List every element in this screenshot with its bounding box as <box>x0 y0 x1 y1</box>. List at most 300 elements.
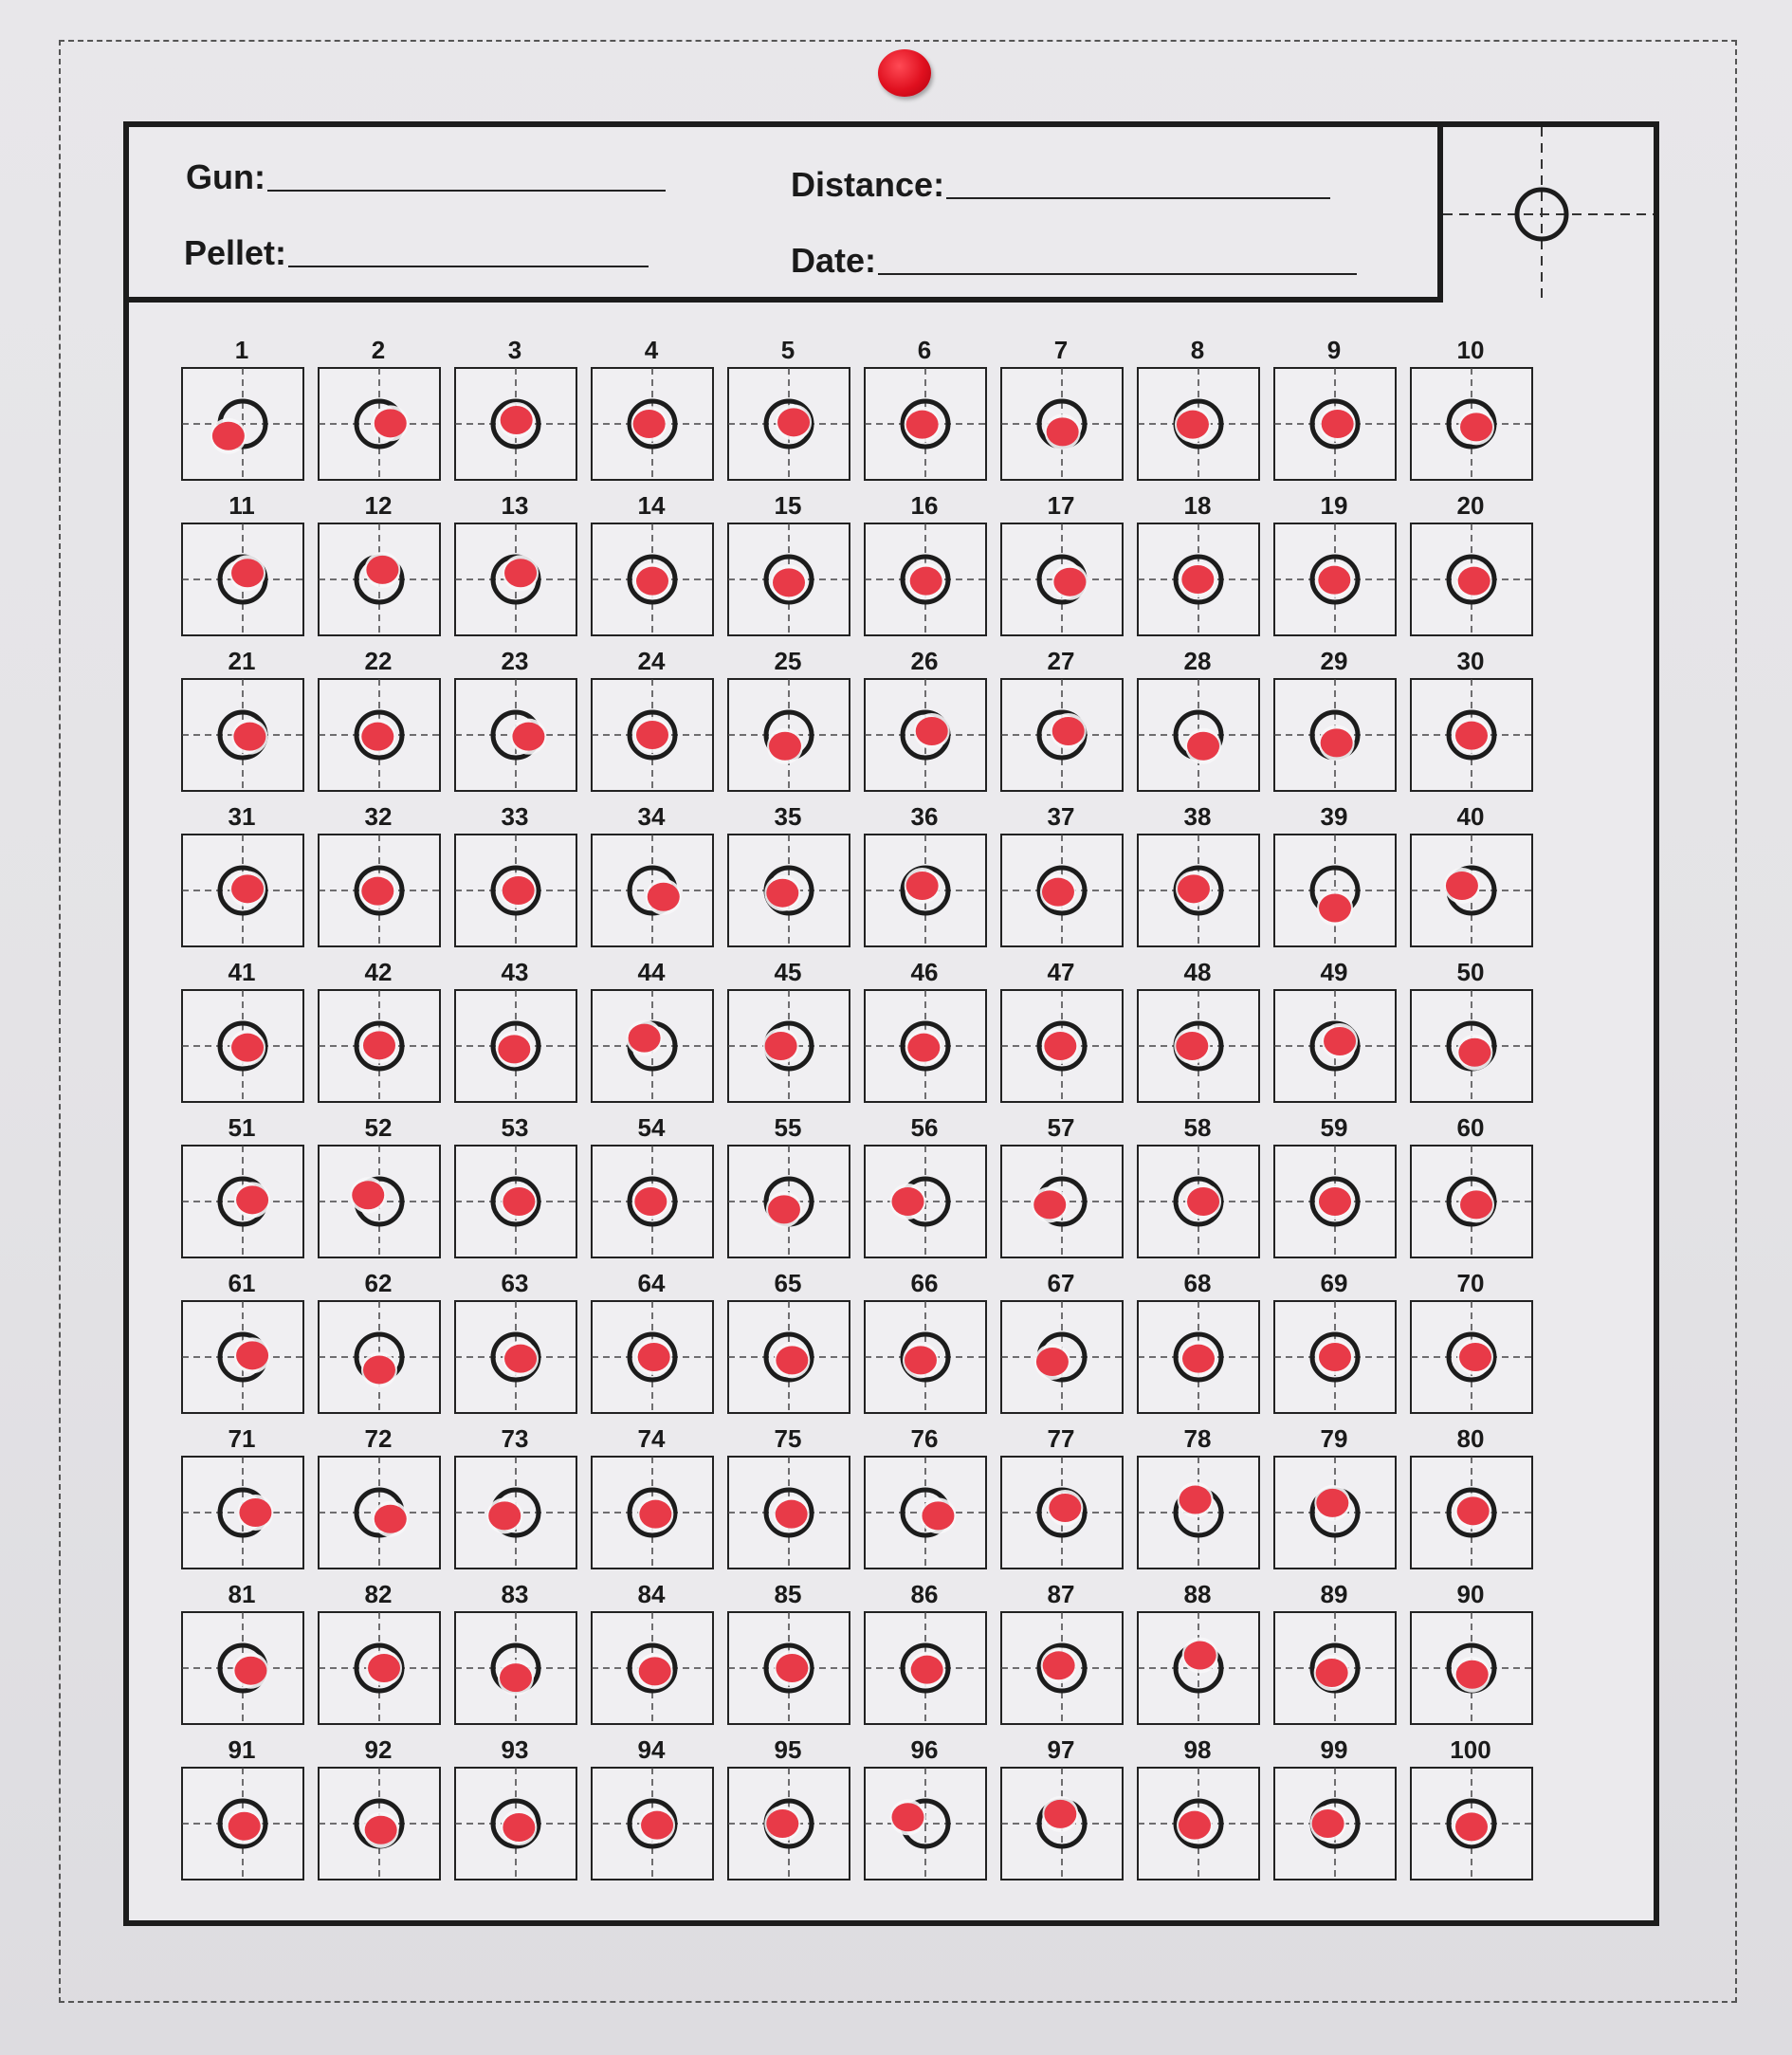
target-card <box>1409 1735 1532 1878</box>
pellet-hole <box>1187 1187 1219 1216</box>
target-number: 97 <box>1047 1735 1075 1764</box>
target-card <box>453 1580 576 1722</box>
target-number: 57 <box>1047 1113 1075 1142</box>
target-card <box>1409 647 1532 789</box>
target-crosshair-icon <box>863 1299 988 1415</box>
pellet-hole <box>1324 1027 1356 1055</box>
target-number: 27 <box>1047 647 1075 675</box>
target-crosshair-icon <box>1272 1299 1398 1415</box>
target-number: 78 <box>1183 1424 1212 1453</box>
target-crosshair-icon <box>180 1144 305 1259</box>
target-crosshair-icon <box>180 1455 305 1570</box>
target-number: 21 <box>228 647 256 675</box>
pellet-hole <box>363 1355 395 1384</box>
target-crosshair-icon <box>317 1455 442 1570</box>
target-card <box>1409 1113 1532 1256</box>
form-header <box>129 127 1443 303</box>
pellet-hole <box>1457 1496 1490 1525</box>
pellet-hole <box>1312 1809 1344 1838</box>
pellet-hole <box>504 1345 537 1373</box>
target-crosshair-icon <box>453 677 578 793</box>
target-card <box>726 1269 850 1411</box>
pellet-hole <box>1458 567 1490 596</box>
target-crosshair-icon <box>180 833 305 948</box>
target-crosshair-icon <box>999 677 1125 793</box>
pellet-hole <box>633 410 666 438</box>
target-card <box>1272 491 1396 633</box>
pellet-hole <box>236 1185 268 1214</box>
target-number: 16 <box>910 491 939 520</box>
target-number: 4 <box>644 336 659 364</box>
pellet-hole <box>504 559 537 587</box>
target-card <box>863 1269 986 1411</box>
target-card <box>999 1424 1123 1567</box>
target-card <box>317 1735 440 1878</box>
pellet-hole <box>648 883 680 911</box>
target-card <box>999 802 1123 945</box>
target-card <box>590 1269 713 1411</box>
target-card <box>180 1113 303 1256</box>
date-blank <box>878 272 1357 275</box>
target-number: 63 <box>501 1269 529 1297</box>
target-number: 49 <box>1320 958 1348 986</box>
pellet-hole <box>233 723 265 751</box>
pellet-hole <box>361 723 393 751</box>
target-number: 33 <box>501 802 529 831</box>
pellet-hole <box>1176 1032 1208 1060</box>
target-number: 51 <box>228 1113 256 1142</box>
target-card <box>180 647 303 789</box>
pellet-hole <box>639 1657 671 1685</box>
target-crosshair-icon <box>453 366 578 482</box>
target-crosshair-icon <box>999 1610 1125 1726</box>
target-crosshair-icon <box>1272 1610 1398 1726</box>
pellet-label: Pellet: <box>184 233 287 272</box>
sighter-target <box>1443 127 1654 303</box>
pellet-hole <box>906 411 939 439</box>
pellet-hole <box>916 717 948 745</box>
target-number: 56 <box>910 1113 939 1142</box>
target-card <box>317 1269 440 1411</box>
target-card <box>863 336 986 478</box>
target-number: 83 <box>501 1580 529 1608</box>
target-crosshair-icon <box>726 677 851 793</box>
date-field <box>791 241 1357 281</box>
target-number: 47 <box>1047 958 1075 986</box>
pellet-hole <box>503 1813 535 1842</box>
target-number: 44 <box>637 958 666 986</box>
pellet-hole <box>773 568 805 596</box>
target-number: 20 <box>1456 491 1485 520</box>
pellet-hole <box>777 408 810 436</box>
pellet-hole <box>641 1811 673 1840</box>
pellet-hole <box>365 1816 397 1844</box>
target-crosshair-icon <box>726 1144 851 1259</box>
target-number: 81 <box>228 1580 256 1608</box>
pellet-hole <box>911 1656 943 1684</box>
pellet-hole <box>1455 722 1488 750</box>
target-crosshair-icon <box>726 366 851 482</box>
pellet-hole <box>1459 1343 1491 1371</box>
target-card <box>453 647 576 789</box>
pellet-hole <box>234 1657 266 1685</box>
target-number: 46 <box>910 958 939 986</box>
pellet-hole <box>1460 413 1492 441</box>
target-crosshair-icon <box>1272 1766 1398 1881</box>
target-crosshair-icon <box>1409 1766 1534 1881</box>
target-card <box>1136 1269 1259 1411</box>
target-crosshair-icon <box>1136 833 1261 948</box>
target-crosshair-icon <box>863 522 988 637</box>
target-crosshair-icon <box>863 1144 988 1259</box>
target-number: 90 <box>1456 1580 1485 1608</box>
target-crosshair-icon <box>317 1144 442 1259</box>
pellet-hole <box>634 1187 667 1216</box>
target-number: 6 <box>917 336 932 364</box>
target-number: 5 <box>780 336 795 364</box>
target-crosshair-icon <box>1409 833 1534 948</box>
target-number: 2 <box>371 336 386 364</box>
target-number: 36 <box>910 802 939 831</box>
target-number: 87 <box>1047 1580 1075 1608</box>
pellet-hole <box>1322 410 1354 438</box>
target-card <box>863 1424 986 1567</box>
pellet-hole <box>1184 1642 1216 1670</box>
pellet-hole <box>1042 878 1074 907</box>
pellet-hole <box>892 1803 924 1831</box>
target-number: 40 <box>1456 802 1485 831</box>
target-crosshair-icon <box>1136 1455 1261 1570</box>
target-number: 3 <box>507 336 522 364</box>
pellet-hole <box>766 879 798 908</box>
target-crosshair-icon <box>453 522 578 637</box>
target-sheet <box>123 121 1659 1926</box>
target-number: 93 <box>501 1735 529 1764</box>
target-card <box>726 958 850 1100</box>
target-number: 38 <box>1183 802 1212 831</box>
target-crosshair-icon <box>863 988 988 1104</box>
pellet-hole <box>1177 411 1209 439</box>
target-crosshair-icon <box>317 366 442 482</box>
target-card <box>590 958 713 1100</box>
target-card <box>1136 958 1259 1100</box>
target-number: 67 <box>1047 1269 1075 1297</box>
target-number: 98 <box>1183 1735 1212 1764</box>
target-card <box>180 958 303 1100</box>
target-crosshair-icon <box>1409 366 1534 482</box>
pellet-blank <box>288 265 649 267</box>
target-crosshair-icon <box>999 366 1125 482</box>
target-number: 25 <box>774 647 802 675</box>
target-crosshair-icon <box>1272 522 1398 637</box>
target-crosshair-icon <box>999 988 1125 1104</box>
target-card <box>590 1424 713 1567</box>
target-crosshair-icon <box>726 833 851 948</box>
pellet-hole <box>1319 893 1351 922</box>
pellet-hole <box>1182 1345 1215 1373</box>
target-crosshair-icon <box>863 1766 988 1881</box>
pellet-hole <box>1049 1494 1081 1522</box>
target-crosshair-icon <box>317 1610 442 1726</box>
target-crosshair-icon <box>180 677 305 793</box>
target-number: 8 <box>1190 336 1205 364</box>
target-crosshair-icon <box>1272 988 1398 1104</box>
target-card <box>726 1424 850 1567</box>
target-card <box>863 802 986 945</box>
target-crosshair-icon <box>999 1299 1125 1415</box>
target-card <box>999 1113 1123 1256</box>
target-card <box>453 958 576 1100</box>
pellet-hole <box>1043 1651 1075 1679</box>
pellet-hole <box>1319 1343 1351 1371</box>
target-card <box>1409 491 1532 633</box>
target-crosshair-icon <box>726 988 851 1104</box>
pellet-hole <box>1187 732 1219 761</box>
pellet-hole <box>503 876 535 905</box>
target-number: 69 <box>1320 1269 1348 1297</box>
pellet-hole <box>766 1809 798 1838</box>
target-number: 53 <box>501 1113 529 1142</box>
target-number: 96 <box>910 1735 939 1764</box>
pellet-hole <box>1321 728 1353 757</box>
target-card <box>1136 491 1259 633</box>
target-crosshair-icon <box>590 522 715 637</box>
target-crosshair-icon <box>726 1766 851 1881</box>
target-card <box>590 1580 713 1722</box>
pellet-hole <box>1044 1800 1076 1828</box>
target-crosshair-icon <box>590 1299 715 1415</box>
target-crosshair-icon <box>1136 1610 1261 1726</box>
target-card <box>180 1424 303 1567</box>
target-crosshair-icon <box>590 1766 715 1881</box>
target-number: 61 <box>228 1269 256 1297</box>
pellet-hole <box>768 1195 800 1223</box>
target-crosshair-icon <box>590 677 715 793</box>
target-crosshair-icon <box>453 1610 578 1726</box>
pellet-hole <box>361 877 393 906</box>
pellet-hole <box>512 723 544 751</box>
target-card <box>1272 336 1396 478</box>
target-number: 50 <box>1456 958 1485 986</box>
target-crosshair-icon <box>1136 366 1261 482</box>
target-crosshair-icon <box>180 522 305 637</box>
target-card <box>1409 1269 1532 1411</box>
target-number: 7 <box>1053 336 1069 364</box>
target-crosshair-icon <box>1272 1144 1398 1259</box>
pellet-hole <box>239 1498 271 1527</box>
pellet-hole <box>639 1500 671 1529</box>
target-crosshair-icon <box>180 988 305 1104</box>
target-number: 82 <box>364 1580 393 1608</box>
target-card <box>726 491 850 633</box>
pellet-hole <box>765 1032 797 1060</box>
target-crosshair-icon <box>590 1610 715 1726</box>
pellet-hole <box>1036 1348 1069 1376</box>
target-card <box>999 958 1123 1100</box>
target-crosshair-icon <box>317 522 442 637</box>
target-card <box>317 958 440 1100</box>
target-number: 34 <box>637 802 666 831</box>
target-number: 60 <box>1456 1113 1485 1142</box>
pellet-hole <box>892 1187 924 1216</box>
target-crosshair-icon <box>453 1299 578 1415</box>
pellet-hole <box>776 1654 808 1682</box>
target-number: 76 <box>910 1424 939 1453</box>
target-card <box>180 491 303 633</box>
target-card <box>1272 958 1396 1100</box>
pellet-hole <box>1455 1812 1488 1841</box>
pellet-hole <box>1033 1190 1066 1219</box>
pellet-field <box>184 233 649 273</box>
target-number: 13 <box>501 491 529 520</box>
target-card <box>1272 647 1396 789</box>
target-number: 75 <box>774 1424 802 1453</box>
target-card <box>317 336 440 478</box>
target-crosshair-icon <box>863 833 988 948</box>
target-card <box>1272 1735 1396 1878</box>
target-number: 11 <box>229 491 255 520</box>
target-crosshair-icon <box>180 1766 305 1881</box>
target-card <box>317 1424 440 1567</box>
target-number: 91 <box>228 1735 256 1764</box>
target-card <box>1136 336 1259 478</box>
pellet-hole <box>1053 568 1086 596</box>
target-number: 19 <box>1320 491 1348 520</box>
target-card <box>726 647 850 789</box>
target-number: 45 <box>774 958 802 986</box>
target-crosshair-icon <box>999 1455 1125 1570</box>
pellet-hole <box>231 874 264 903</box>
target-card <box>999 1735 1123 1878</box>
target-crosshair-icon <box>863 1455 988 1570</box>
target-card <box>453 1735 576 1878</box>
target-number: 74 <box>637 1424 666 1453</box>
target-number: 12 <box>364 491 393 520</box>
target-crosshair-icon <box>1136 988 1261 1104</box>
target-crosshair-icon <box>1272 833 1398 948</box>
target-crosshair-icon <box>999 833 1125 948</box>
target-number: 30 <box>1456 647 1485 675</box>
target-number: 52 <box>364 1113 393 1142</box>
target-number: 59 <box>1320 1113 1348 1142</box>
target-crosshair-icon <box>863 677 988 793</box>
pellet-hole <box>231 1034 264 1062</box>
pellet-hole <box>922 1501 954 1530</box>
target-crosshair-icon <box>590 1144 715 1259</box>
target-card <box>180 802 303 945</box>
target-crosshair-icon <box>1272 677 1398 793</box>
target-card <box>863 647 986 789</box>
target-crosshair-icon <box>1136 1766 1261 1881</box>
target-crosshair-icon <box>180 366 305 482</box>
pellet-hole <box>907 1034 940 1062</box>
target-number: 9 <box>1326 336 1342 364</box>
pellet-hole <box>352 1181 384 1209</box>
target-card <box>1136 1113 1259 1256</box>
target-number: 66 <box>910 1269 939 1297</box>
pellet-hole <box>769 732 801 761</box>
target-number: 32 <box>364 802 393 831</box>
target-card <box>317 647 440 789</box>
target-card <box>1136 647 1259 789</box>
target-number: 17 <box>1047 491 1075 520</box>
target-number: 10 <box>1456 336 1485 364</box>
target-number: 72 <box>364 1424 393 1453</box>
pellet-hole <box>212 422 245 450</box>
target-card <box>863 958 986 1100</box>
pellet-hole <box>368 1654 400 1682</box>
target-card <box>590 1735 713 1878</box>
target-number: 31 <box>228 802 256 831</box>
target-card <box>1272 802 1396 945</box>
target-number: 41 <box>228 958 256 986</box>
target-card <box>453 336 576 478</box>
target-card <box>453 1269 576 1411</box>
target-number: 35 <box>774 802 802 831</box>
pellet-hole <box>231 559 264 587</box>
pellet-hole <box>776 1346 808 1374</box>
gun-label: Gun: <box>186 157 265 196</box>
target-crosshair-icon <box>590 366 715 482</box>
target-number: 68 <box>1183 1269 1212 1297</box>
date-label: Date: <box>791 241 877 280</box>
pellet-hole <box>236 1341 268 1369</box>
pellet-hole <box>366 556 398 584</box>
target-card <box>863 1735 986 1878</box>
target-crosshair-icon <box>1409 988 1534 1104</box>
target-card <box>999 336 1123 478</box>
target-number: 79 <box>1320 1424 1348 1453</box>
target-crosshair-icon <box>453 1144 578 1259</box>
target-card <box>453 491 576 633</box>
target-crosshair-icon <box>726 1610 851 1726</box>
target-crosshair-icon <box>1136 677 1261 793</box>
target-crosshair-icon <box>317 677 442 793</box>
target-card <box>1136 1735 1259 1878</box>
target-crosshair-icon <box>999 522 1125 637</box>
target-number: 22 <box>364 647 393 675</box>
target-crosshair-icon <box>590 988 715 1104</box>
pellet-hole <box>776 1500 808 1529</box>
target-number: 89 <box>1320 1580 1348 1608</box>
pellet-hole <box>1316 1659 1348 1687</box>
pellet-hole <box>500 1663 532 1692</box>
pellet-hole <box>638 1343 670 1371</box>
target-crosshair-icon <box>453 988 578 1104</box>
target-number: 28 <box>1183 647 1212 675</box>
target-number: 1 <box>234 336 249 364</box>
target-card <box>317 1580 440 1722</box>
target-crosshair-icon <box>317 833 442 948</box>
target-card <box>1409 958 1532 1100</box>
pellet-hole <box>1460 1190 1492 1219</box>
target-crosshair-icon <box>999 1766 1125 1881</box>
pellet-hole <box>488 1501 521 1530</box>
distance-field <box>791 165 1330 205</box>
target-number: 15 <box>774 491 802 520</box>
target-card <box>863 491 986 633</box>
target-crosshair-icon <box>1136 1299 1261 1415</box>
pellet-hole <box>1316 1489 1348 1517</box>
target-card <box>726 1735 850 1878</box>
pellet-hole <box>1178 874 1210 903</box>
target-number: 18 <box>1183 491 1212 520</box>
target-card <box>1409 1424 1532 1567</box>
target-number: 29 <box>1320 647 1348 675</box>
target-card <box>317 491 440 633</box>
pellet-hole <box>1458 1038 1490 1067</box>
target-crosshair-icon <box>453 1455 578 1570</box>
